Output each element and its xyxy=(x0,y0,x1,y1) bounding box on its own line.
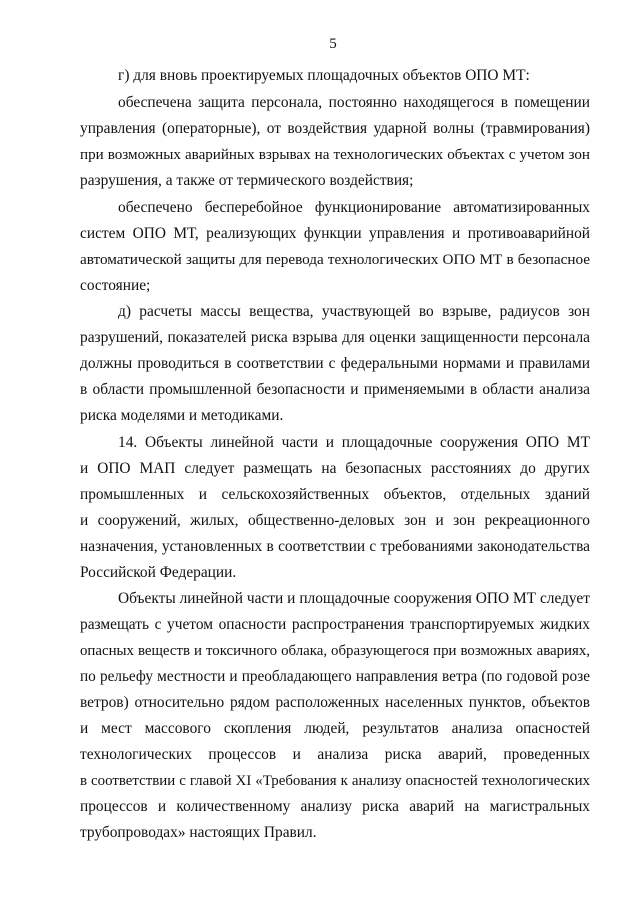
text-line: промышленных и сельскохозяйственных объектов, отдельных зданий xyxy=(80,486,590,503)
text-line: в области промышленной безопасности и применяемыми в области анализа xyxy=(80,381,590,398)
text-line: назначения, установленных в соответствии с требованиями законодательства xyxy=(80,538,590,555)
text-line: процессов и количественному анализу риска аварий на магистральных xyxy=(80,798,590,815)
text-line: риска моделями и методиками. xyxy=(80,407,284,424)
text-line: и сооружений, жилых, общественно-деловых зон и зон рекреационного xyxy=(80,512,590,529)
text-line: автоматической защиты для перевода технологических ОПО МТ в безопасное xyxy=(80,251,590,268)
text-line: размещать с учетом опасности распространения транспортируемых жидких xyxy=(80,616,590,633)
text-line: разрушений, показателей риска взрыва для оценки защищенности персонала xyxy=(80,329,590,346)
text-line: Российской Федерации. xyxy=(80,564,237,581)
text-line: г) для вновь проектируемых площадочных объектов ОПО МТ: xyxy=(118,67,530,84)
text-line: управления (операторные), от воздействия ударной волны (травмирования) xyxy=(80,120,590,137)
text-line: ветров) относительно рядом расположенных населенных пунктов, объектов xyxy=(80,694,590,711)
text-line: в соответствии с главой XI «Требования к анализу опасностей технологических xyxy=(80,773,590,789)
text-line: обеспечено бесперебойное функционирование автоматизированных xyxy=(118,199,590,216)
page-number: 5 xyxy=(329,36,337,52)
text-line: трубопроводах» настоящих Правил. xyxy=(80,824,317,841)
text-line: технологических процессов и анализа риска аварий, проведенных xyxy=(80,746,590,763)
text-line: и ОПО МАП следует размещать на безопасных расстояниях до других xyxy=(80,460,590,477)
text-line: состояние; xyxy=(80,277,151,294)
text-line: систем ОПО МТ, реализующих функции управления и противоаварийной xyxy=(80,225,590,242)
text-line: и мест массового скопления людей, результатов анализа опасностей xyxy=(80,720,590,737)
text-line: должны проводиться в соответствии с федеральными нормами и правилами xyxy=(80,355,590,372)
text-line: обеспечена защита персонала, постоянно находящегося в помещении xyxy=(118,94,590,111)
text-line: опасных веществ и токсичного облака, образующегося при возможных авариях, xyxy=(80,643,590,659)
text-line: д) расчеты массы вещества, участвующей во взрыве, радиусов зон xyxy=(118,303,590,320)
text-line: при возможных аварийных взрывах на технологических объектах с учетом зон xyxy=(80,147,590,163)
text-line: Объекты линейной части и площадочные сооружения ОПО МТ следует xyxy=(118,590,590,607)
text-line: 14. Объекты линейной части и площадочные сооружения ОПО МТ xyxy=(118,434,590,451)
text-line: разрушения, а также от термического воздействия; xyxy=(80,172,414,189)
text-line: по рельефу местности и преобладающего направления ветра (по годовой розе xyxy=(80,668,590,685)
